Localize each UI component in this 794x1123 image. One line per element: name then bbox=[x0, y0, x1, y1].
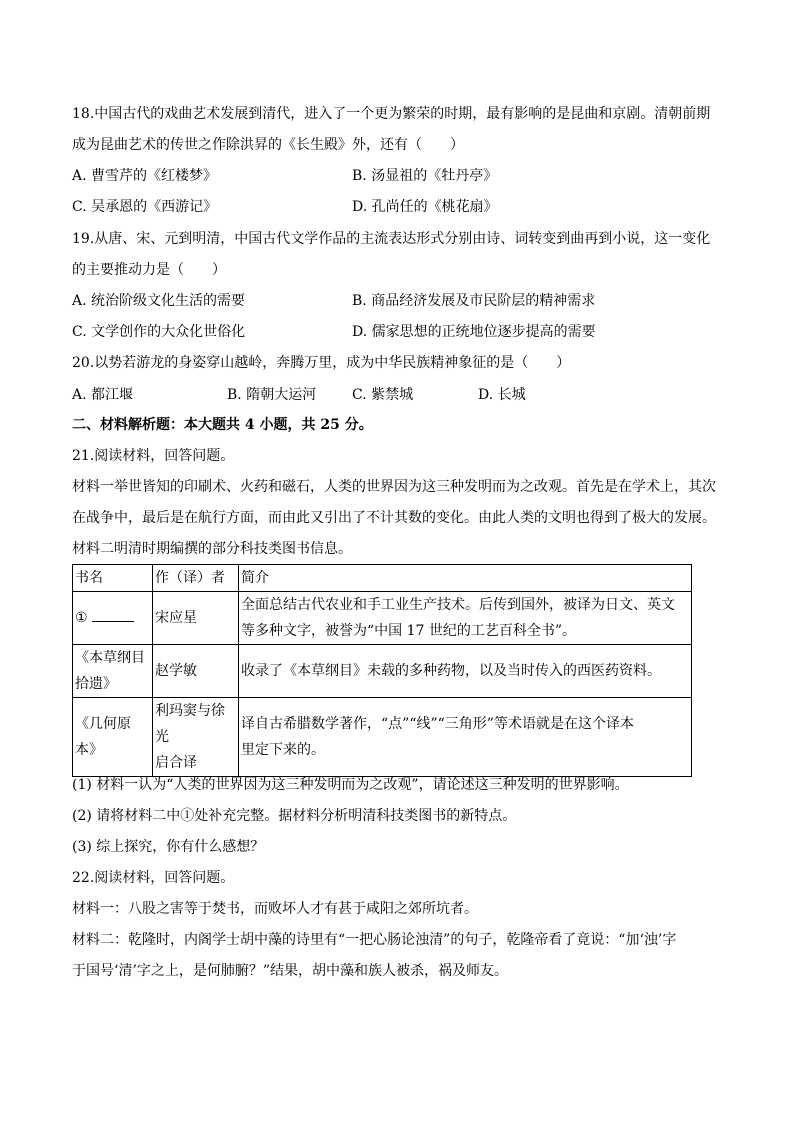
blank-marker: ① bbox=[75, 610, 88, 626]
q19-option-b: B. 商品经济发展及市民阶层的精神需求 bbox=[352, 293, 596, 309]
q18-option-a: A. 曹雪芹的《红楼梦》 bbox=[72, 168, 218, 184]
author-line: 利玛窦与徐光 bbox=[155, 703, 225, 745]
q22-material1: 材料一：八股之害等于焚书，而败坏人才有甚于咸阳之郊所坑者。 bbox=[72, 901, 478, 917]
q21-material2: 材料二明清时期编撰的部分科技类图书信息。 bbox=[72, 541, 352, 557]
q20-option-d: D. 长城 bbox=[478, 387, 526, 403]
q19-option-a: A. 统治阶级文化生活的需要 bbox=[72, 293, 246, 309]
table-cell-author: 赵学敏 bbox=[153, 645, 239, 698]
q18-option-b: B. 汤显祖的《牡丹亭》 bbox=[352, 168, 498, 184]
table-cell-book bbox=[73, 698, 153, 777]
section2-heading: 二、材料解析题：本大题共 4 小题，共 25 分。 bbox=[72, 417, 373, 433]
q21-sub2: (2) 请将材料二中①处补充完整。据材料分析明清科技类图书的新特点。 bbox=[72, 808, 517, 824]
q20-stem: 20.以势若游龙的身姿穿山越岭，奔腾万里，成为中华民族精神象征的是（ ） bbox=[72, 355, 571, 371]
q21-material1-line2: 在战争中，最后是在航行方面，而由此又引出了不计其数的变化。由此人类的文明也得到了极大的发展。 bbox=[72, 510, 716, 526]
table-cell-author: 宋应星 bbox=[153, 592, 239, 645]
table-row bbox=[73, 592, 692, 645]
table-header-book: 书名 bbox=[73, 565, 153, 592]
q22-material2-line2: 于国号‘清’字之上，是何肺腑？”结果，胡中藻和族人被杀，祸及师友。 bbox=[72, 963, 509, 979]
desc-line: 等多种文字，被誉为“中国 17 世纪的工艺百科全书”。 bbox=[241, 623, 577, 639]
q20-option-b: B. 隋朝大运河 bbox=[227, 387, 317, 403]
desc-line: 里定下来的。 bbox=[241, 742, 325, 758]
q18-stem-line2: 成为昆曲艺术的传世之作除洪昇的《长生殿》外，还有（ ） bbox=[72, 137, 464, 153]
table-cell-book bbox=[73, 592, 153, 645]
q19-stem-line1: 19.从唐、宋、元到明清，中国古代文学作品的主流表达形式分别由诗、词转变到曲再到小说，这一变化 bbox=[72, 231, 711, 247]
table-header-desc: 简介 bbox=[239, 565, 692, 592]
q20-option-a: A. 都江堰 bbox=[72, 387, 134, 403]
table-cell-desc: 收录了《本草纲目》未载的多种药物，以及当时传入的西医药资料。 bbox=[239, 645, 692, 698]
q22-material2-line1: 材料二：乾隆时，内阁学士胡中藻的诗里有“一把心肠论浊清”的句子，乾隆帝看了竟说：“加‘浊’字 bbox=[72, 932, 677, 948]
q20-option-c: C. 紫禁城 bbox=[352, 387, 414, 403]
author-line: 启合译 bbox=[155, 755, 197, 771]
q18-stem-line1: 18.中国古代的戏曲艺术发展到清代，进入了一个更为繁荣的时期，最有影响的是昆曲和京剧。清朝前期 bbox=[72, 106, 711, 122]
desc-line: 全面总结古代农业和手工业生产技术。后传到国外，被译为日文、英文 bbox=[241, 597, 675, 613]
q19-option-d: D. 儒家思想的正统地位逐步提高的需要 bbox=[352, 324, 596, 340]
table-header-author: 作（译）者 bbox=[153, 565, 239, 592]
desc-line: 译自古希腊数学著作，“点”“线”“三角形”等术语就是在这个译本 bbox=[241, 716, 634, 732]
q19-option-c: C. 文学创作的大众化世俗化 bbox=[72, 324, 246, 340]
q22-intro: 22.阅读材料，回答问题。 bbox=[72, 870, 235, 886]
q21-sub1: (1) 材料一认为“人类的世界因为这三种发明而为之改观”，请论述这三种发明的世界影响。 bbox=[72, 777, 629, 793]
table-cell-author bbox=[153, 698, 239, 777]
q18-option-c: C. 吴承恩的《西游记》 bbox=[72, 199, 218, 215]
science-books-table bbox=[72, 564, 692, 777]
table-cell-desc bbox=[239, 592, 692, 645]
q19-stem-line2: 的主要推动力是（ ） bbox=[72, 262, 226, 278]
table-header-row bbox=[73, 565, 692, 592]
book-line: 《几何原 bbox=[75, 716, 131, 732]
table-row bbox=[73, 698, 692, 777]
table-cell-desc bbox=[239, 698, 692, 777]
answer-blank bbox=[92, 607, 134, 622]
book-line: 《本草纲目 bbox=[75, 650, 145, 666]
book-line: 拾遗》 bbox=[75, 676, 117, 692]
q21-material1-line1: 材料一举世皆知的印刷术、火药和磁石，人类的世界因为这三种发明而为之改观。首先是在学术上，其次 bbox=[72, 479, 716, 495]
table-row bbox=[73, 645, 692, 698]
q18-option-d: D. 孔尚任的《桃花扇》 bbox=[352, 199, 498, 215]
table-cell-book bbox=[73, 645, 153, 698]
book-line: 本》 bbox=[75, 742, 103, 758]
q21-sub3: (3) 综上探究，你有什么感想？ bbox=[72, 839, 265, 855]
q21-intro: 21.阅读材料，回答问题。 bbox=[72, 448, 235, 464]
